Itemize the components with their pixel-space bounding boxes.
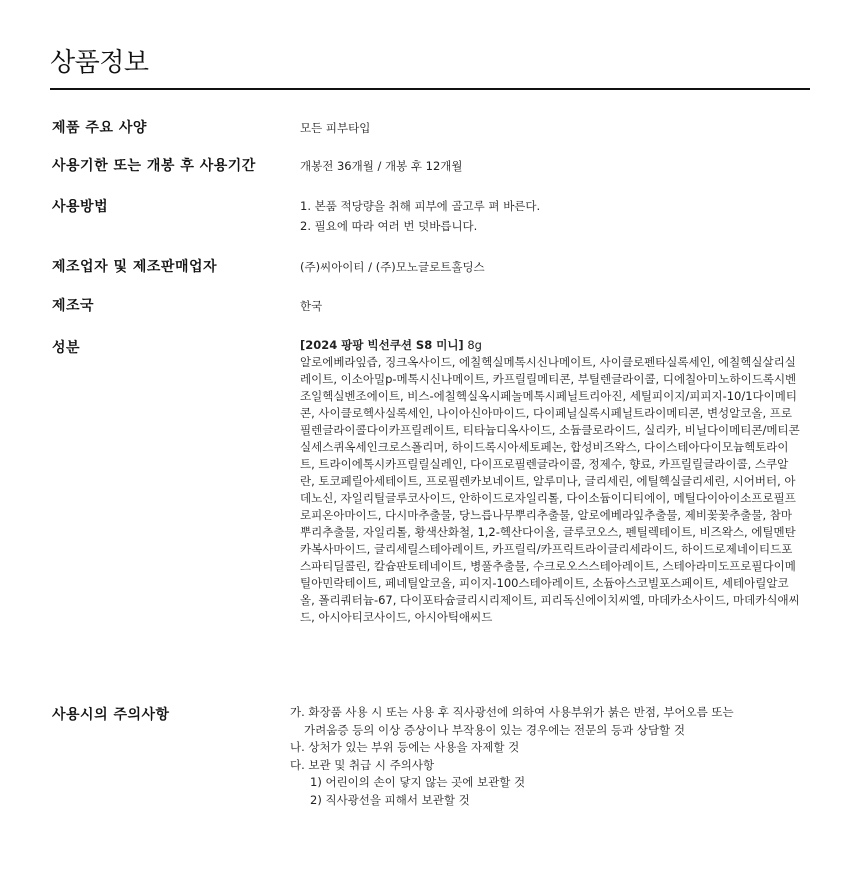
title-divider [50,88,810,90]
country-value: 한국 [300,299,323,313]
expiry-label: 사용기한 또는 개봉 후 사용기간 [52,158,256,174]
page-title: 상품정보 [50,48,149,78]
ingredients-amount: 8g [467,338,482,352]
ingredients-product-name: [2024 팡팡 빅선쿠션 S8 미니] [300,338,464,352]
caution-sub-1: 1) 어린이의 손이 닿지 않는 곳에 보관할 것 [310,775,526,789]
caution-sub-2: 2) 직사광선을 피해서 보관할 것 [310,792,470,807]
caution-value [290,704,810,809]
caution-item-ga-continued: 가려움증 등의 이상 증상이나 부작용이 있는 경우에는 전문의 등과 상담할 것 [304,722,685,737]
ingredients-list: 알로에베라잎즙, 징크옥사이드, 에칠헥실메톡시신나메이트, 사이클로펜타실록세인, 에칠헥실살리실레이트, 이소아밀p-메톡시신나메이트, 카프릴릴메티콘, 부틸렌글라이콜, 디에칠아미노하이드록시벤조일헥실벤조에이트, 비스-에칠헥실옥시페놀메톡시페닐트리아진, 세틸피이지/피피지-10/1다이메티콘, 사이클로헥사실록세인, 나이아신아마이드, 다이페닐실록시페닐트라이메티콘, 변성알코올, 프로필렌글라이콜다이카프릴레이트, 티타늄디옥사이드, 소듐클로라이드, 실리카, 비닐다이메티콘/메티콘실세스퀴옥세인크로스폴리머, 하이드록시아세토페논, 합성비즈왁스, 다이스테아다이모늄헥토라이트, 트라이에톡시카프릴릴실레인, 다이프로필렌글라이콜, 정제수, 향료, 카프릴릴글라이콜, 스쿠알란, 토코페릴아세테이트, 프로필렌카보네이트, 알루미나, 글리세린, 에틸헥실글리세린, 시어버터, 아데노신, 자일리틸글루코사이드, 안하이드로자일리톨, 다이소듐이디티에이, 메틸다이아이소프로필프로피온아마이드, 다시마추출물, 당느릅나무뿌리추출물, 알로에베라잎추출물, 제비꽃꽃추출물, 참마뿌리추출물, 자일리톨, 황색산화철, 1,2-헥산다이올, 글루코오스, 펜틸렉테이트, 비즈왁스, 에틸멘탄카복사마이드, 글리세릴스테아레이트, 카프릴릭/카프릭트라이글리세라이드, 하이드로제네이티드포스파티딜콜린, 칼슘판토테네이트, 병풀추출물, 수크로오스스테아레이트, 스테아라미도프로필다이메틸아민락테이트, 페네틸알코올, 피이지-100스테아레이트, 소듐아스코빌포스페이트, 세테아릴알코올, 폴리쿼터늄-67, 다이포타슘글리시리제이트, 피리독신에이치씨엘, 마데카소사이드, 마데카식애씨드, 아시아티코사이드, 아시아틱애씨드 [300,355,800,624]
usage-line-1: 1. 본품 적당량을 취해 피부에 골고루 펴 바른다. [300,199,541,213]
ingredients-value [300,337,800,626]
spec-value: 모든 피부타입 [300,121,371,135]
spec-label: 제품 주요 사양 [52,120,147,136]
ingredients-label: 성분 [52,340,81,356]
country-label: 제조국 [52,298,95,314]
caution-item-ga: 가. 화장품 사용 시 또는 사용 후 직사광선에 의하여 사용부위가 붉은 반점, 부어오름 또는 [290,705,734,719]
caution-item-da: 다. 보관 및 취급 시 주의사항 [290,757,435,772]
usage-label: 사용방법 [52,199,109,215]
maker-label: 제조업자 및 제조판매업자 [52,259,218,275]
caution-item-na: 나. 상처가 있는 부위 등에는 사용을 자제할 것 [290,740,520,754]
caution-label: 사용시의 주의사항 [52,707,170,723]
usage-line-2: 2. 필요에 따라 여러 번 덧바릅니다. [300,219,478,233]
usage-value [300,196,540,236]
expiry-value: 개봉전 36개월 / 개봉 후 12개월 [300,159,463,173]
maker-value: (주)씨아이티 / (주)모노글로트홀딩스 [300,260,485,274]
